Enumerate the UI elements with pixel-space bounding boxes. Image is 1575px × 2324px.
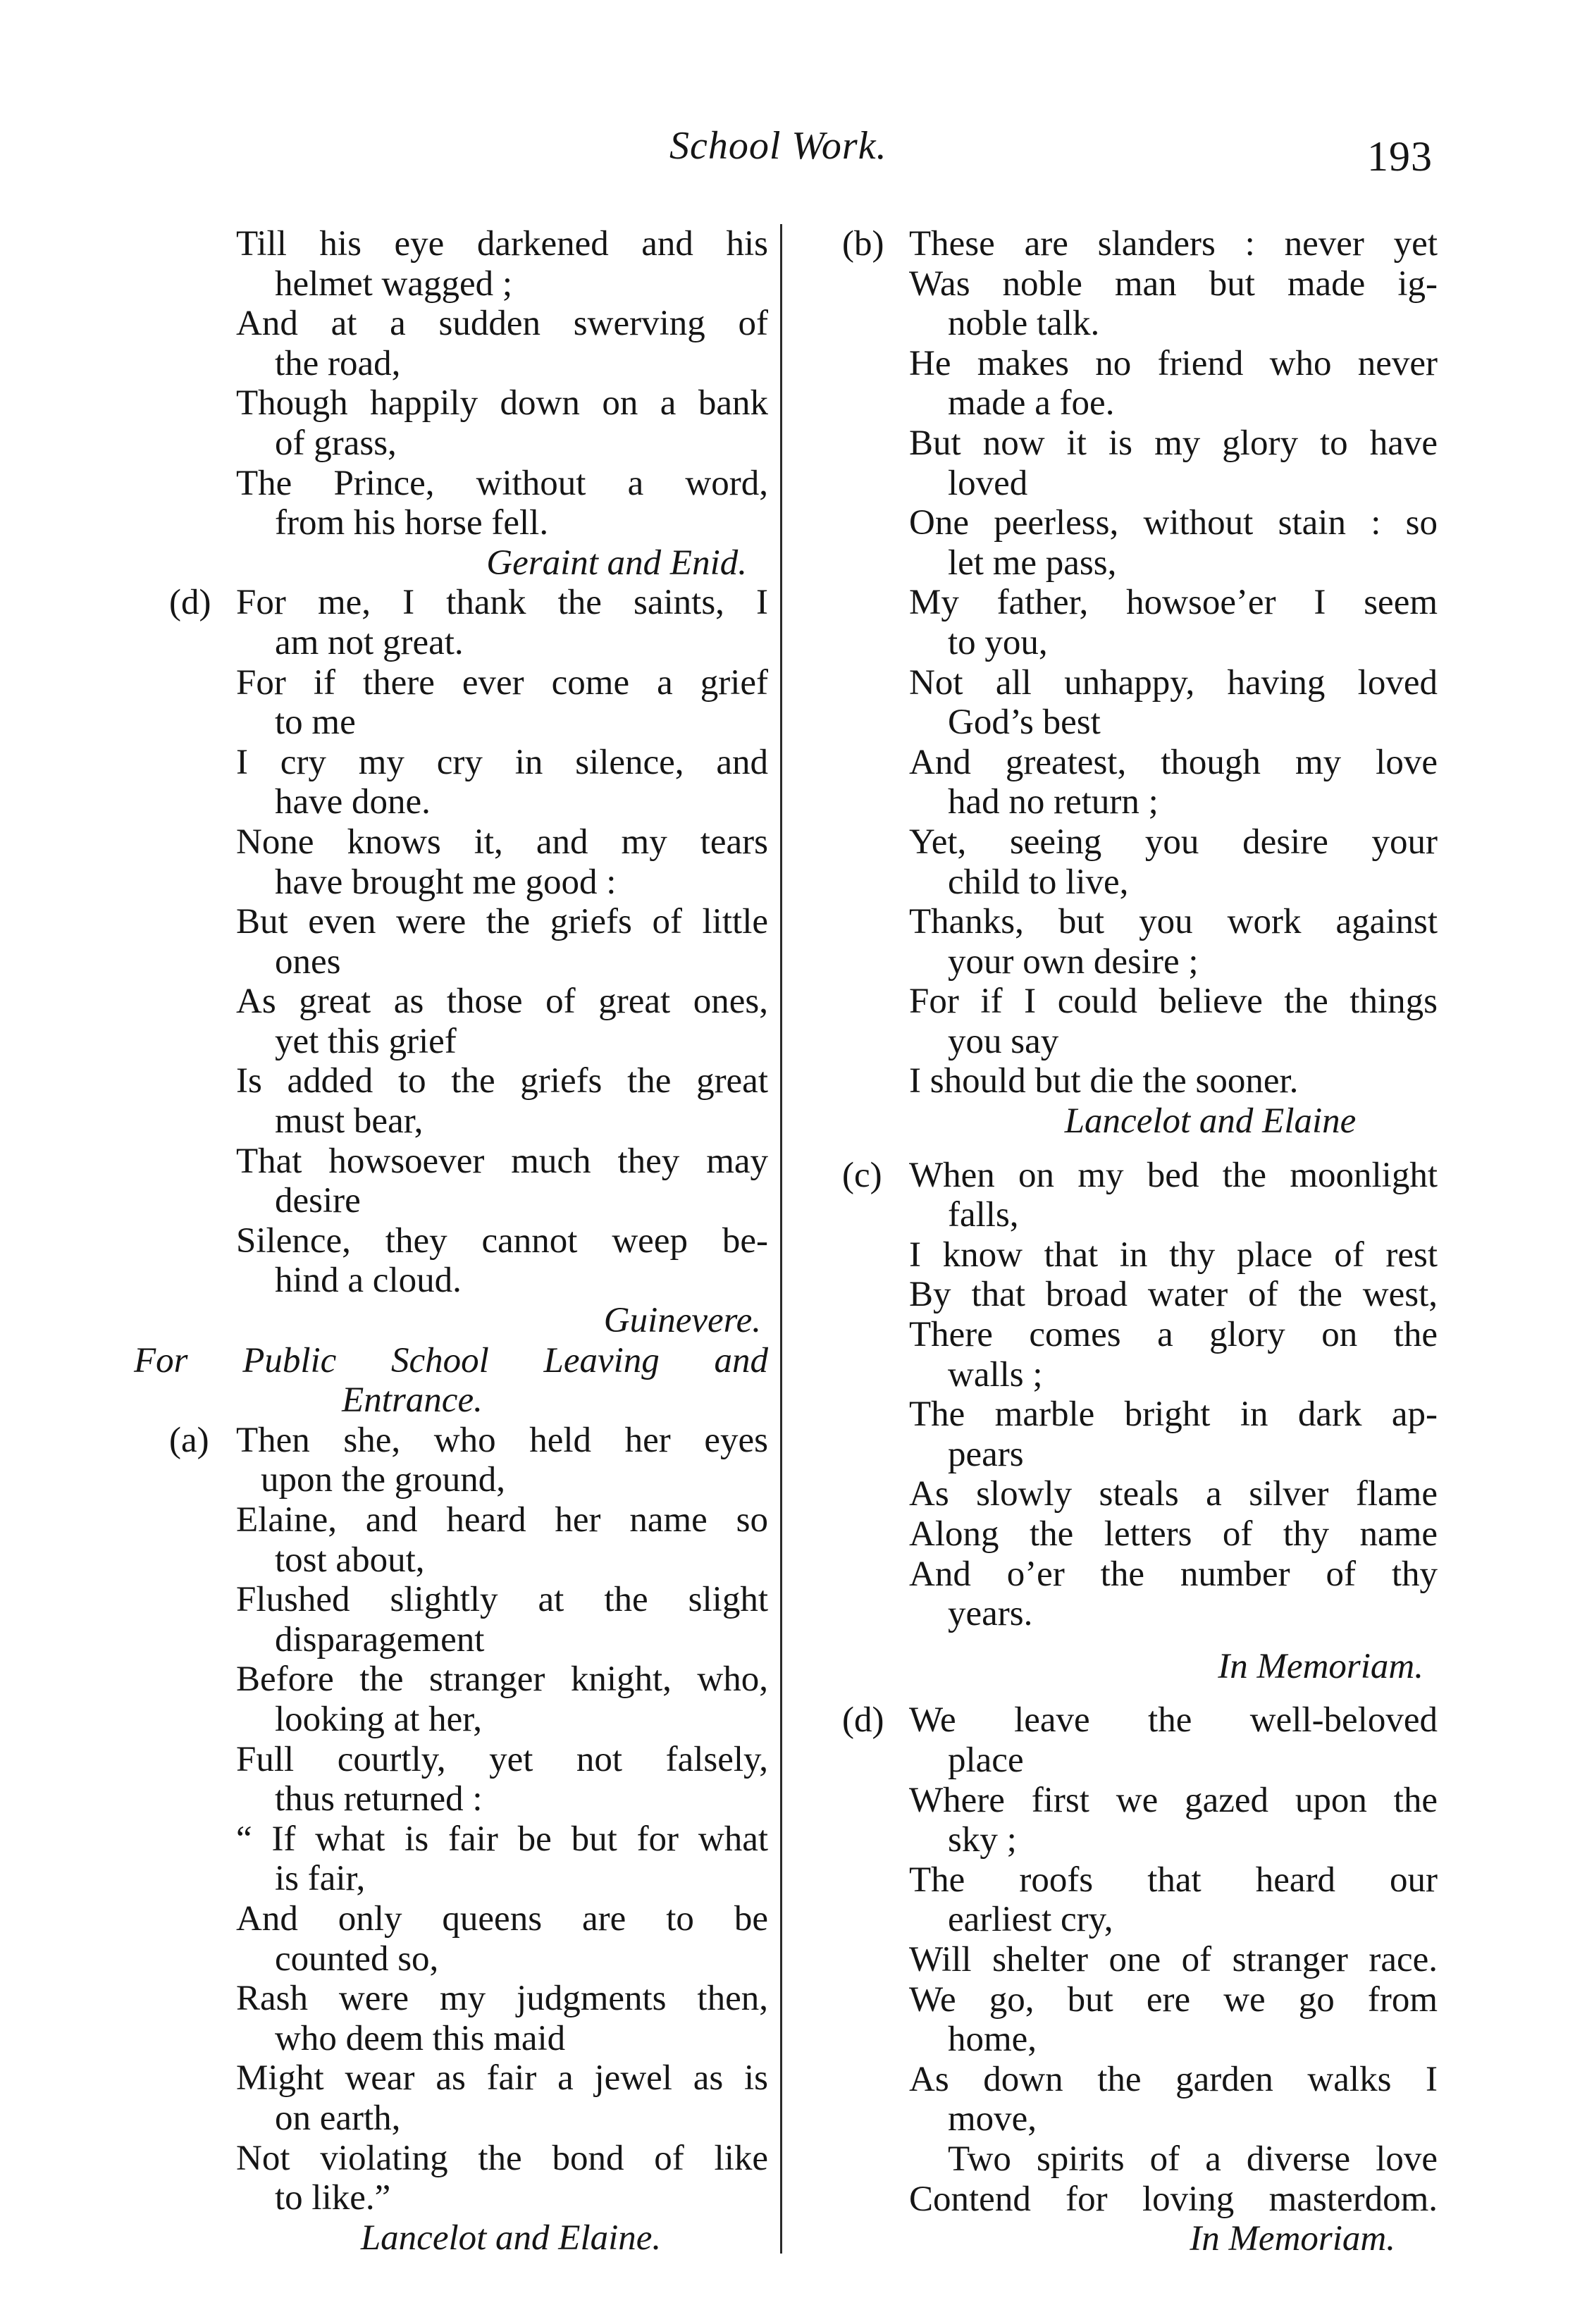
verse-line: But even were the griefs of little bbox=[236, 902, 768, 942]
verse-line: Full courtly, yet not falsely, bbox=[236, 1739, 768, 1779]
attribution: Lancelot and Elaine. bbox=[360, 2218, 662, 2258]
verse-line: sky ; bbox=[948, 1820, 1017, 1860]
verse-line: is fair, bbox=[275, 1859, 366, 1899]
verse-line: place bbox=[948, 1740, 1024, 1780]
verse-line: noble talk. bbox=[948, 304, 1100, 344]
verse-line: Flushed slightly at the slight bbox=[236, 1580, 768, 1620]
passage-a bbox=[169, 1421, 768, 2258]
verse-line: years. bbox=[948, 1594, 1033, 1634]
verse-line: to me bbox=[275, 703, 356, 743]
verse-line: But now it is my glory to have bbox=[909, 423, 1438, 463]
verse-line: As down the garden walks I bbox=[909, 2059, 1438, 2099]
verse-line: hind a cloud. bbox=[275, 1261, 462, 1301]
verse-line: I know that in thy place of rest bbox=[909, 1235, 1438, 1275]
verse-line: Then she, who held her eyes bbox=[236, 1420, 768, 1460]
verse-line: made a foe. bbox=[948, 383, 1115, 424]
verse-line: your own desire ; bbox=[948, 941, 1199, 982]
verse-line: I should but die the sooner. bbox=[909, 1061, 1299, 1101]
verse-line: pears bbox=[948, 1434, 1024, 1474]
attribution: Geraint and Enid. bbox=[486, 543, 747, 583]
verse-line: And o’er the number of thy bbox=[909, 1554, 1438, 1594]
section-heading-line: Entrance. bbox=[342, 1380, 483, 1421]
verse-line: tost about, bbox=[275, 1540, 425, 1580]
verse-line: And at a sudden swerving of bbox=[236, 304, 768, 344]
verse-line: thus returned : bbox=[275, 1779, 483, 1819]
verse-line: As slowly steals a silver flame bbox=[909, 1474, 1438, 1514]
verse-line: desire bbox=[275, 1181, 361, 1221]
verse-line: Not violating the bond of like bbox=[236, 2138, 768, 2178]
verse-line: falls, bbox=[948, 1195, 1019, 1235]
verse-line: By that broad water of the west, bbox=[909, 1275, 1438, 1315]
page-number: 193 bbox=[1367, 133, 1433, 180]
running-header: School Work. bbox=[669, 124, 887, 168]
passage-b bbox=[842, 224, 1438, 1142]
verse-line: counted so, bbox=[275, 1939, 439, 1979]
section-heading bbox=[134, 1340, 768, 1421]
verse-line: move, bbox=[948, 2099, 1037, 2139]
verse-line: Thanks, but you work against bbox=[909, 902, 1438, 942]
verse-line: Two spirits of a diverse love bbox=[948, 2139, 1438, 2179]
verse-line: of grass, bbox=[275, 423, 397, 463]
verse-line: ones bbox=[275, 941, 341, 982]
verse-line: These are slanders : never yet bbox=[909, 224, 1438, 264]
verse-line: One peerless, without stain : so bbox=[909, 503, 1438, 543]
verse-line: upon the ground, bbox=[261, 1460, 506, 1500]
passage-label: (d) bbox=[842, 1700, 884, 1741]
verse-line: yet this grief bbox=[275, 1021, 457, 1061]
verse-line: That howsoever much they may bbox=[236, 1141, 768, 1181]
passage-d-left bbox=[169, 583, 768, 1340]
verse-line: who deem this maid bbox=[275, 2018, 566, 2058]
verse-line: have done. bbox=[275, 782, 431, 822]
verse-line: you say bbox=[948, 1021, 1059, 1061]
verse-line: He makes no friend who never bbox=[909, 343, 1438, 383]
left-column bbox=[134, 224, 768, 2258]
passage-label: (a) bbox=[169, 1420, 209, 1460]
verse-line: I cry my cry in silence, and bbox=[236, 742, 768, 782]
passage-c-continued bbox=[169, 224, 768, 583]
verse-line: As great as those of great ones, bbox=[236, 982, 768, 1022]
verse-line: had no return ; bbox=[948, 782, 1159, 822]
verse-line: am not great. bbox=[275, 622, 464, 662]
passage-label: (b) bbox=[842, 224, 884, 264]
verse-line: When on my bed the moonlight bbox=[909, 1155, 1438, 1195]
section-heading-line: For Public School Leaving and bbox=[134, 1340, 768, 1380]
passage-d-right bbox=[842, 1700, 1438, 2258]
right-column bbox=[842, 224, 1438, 2259]
verse-line: helmet wagged ; bbox=[275, 264, 513, 304]
verse-line: We go, but ere we go from bbox=[909, 1979, 1438, 2020]
verse-line: Along the letters of thy name bbox=[909, 1514, 1438, 1554]
verse-line: the road, bbox=[275, 343, 401, 383]
verse-line: to like.” bbox=[275, 2178, 391, 2218]
verse-line: Till his eye darkened and his bbox=[236, 224, 768, 264]
verse-line: And greatest, though my love bbox=[909, 742, 1438, 782]
verse-line: must bear, bbox=[275, 1101, 424, 1142]
verse-line: We leave the well-beloved bbox=[909, 1700, 1438, 1741]
verse-line: Before the stranger knight, who, bbox=[236, 1659, 768, 1700]
verse-line: let me pass, bbox=[948, 543, 1117, 583]
verse-line: None knows it, and my tears bbox=[236, 822, 768, 862]
verse-line: Elaine, and heard her name so bbox=[236, 1500, 768, 1540]
attribution: In Memoriam. bbox=[1190, 2219, 1395, 2259]
verse-line: have brought me good : bbox=[275, 862, 617, 902]
verse-line: from his horse fell. bbox=[275, 503, 549, 543]
verse-line: Silence, they cannot weep be- bbox=[236, 1220, 768, 1261]
passage-label: (d) bbox=[169, 583, 211, 623]
verse-line: The Prince, without a word, bbox=[236, 463, 768, 503]
verse-line: disparagement bbox=[275, 1619, 485, 1659]
passage-c bbox=[842, 1156, 1438, 1687]
attribution: In Memoriam. bbox=[1218, 1646, 1423, 1686]
passage-label: (c) bbox=[842, 1155, 882, 1195]
verse-line: Not all unhappy, having loved bbox=[909, 662, 1438, 703]
verse-line: Will shelter one of stranger race. bbox=[909, 1939, 1438, 1979]
verse-line: Yet, seeing you desire your bbox=[909, 822, 1438, 862]
verse-line: Rash were my judgments then, bbox=[236, 1979, 768, 2019]
verse-line: Might wear as fair a jewel as is bbox=[236, 2058, 768, 2099]
verse-line: The roofs that heard our bbox=[909, 1860, 1438, 1900]
verse-line: loved bbox=[948, 463, 1028, 503]
verse-line: Where first we gazed upon the bbox=[909, 1780, 1438, 1820]
verse-line: For me, I thank the saints, I bbox=[236, 583, 768, 623]
verse-line: For if there ever come a grief bbox=[236, 662, 768, 703]
verse-line: child to live, bbox=[948, 862, 1129, 902]
verse-line: walls ; bbox=[948, 1354, 1043, 1395]
attribution: Lancelot and Elaine bbox=[1064, 1101, 1357, 1142]
verse-line: There comes a glory on the bbox=[909, 1315, 1438, 1355]
verse-line: “ If what is fair be but for what bbox=[236, 1819, 768, 1859]
verse-line: looking at her, bbox=[275, 1699, 482, 1739]
verse-line: And only queens are to be bbox=[236, 1898, 768, 1939]
verse-line: Is added to the griefs the great bbox=[236, 1061, 768, 1101]
verse-line: For if I could believe the things bbox=[909, 982, 1438, 1022]
verse-line: to you, bbox=[948, 622, 1048, 662]
verse-line: The marble bright in dark ap- bbox=[909, 1395, 1438, 1435]
verse-line: Was noble man but made ig- bbox=[909, 264, 1438, 304]
verse-line: earliest cry, bbox=[948, 1900, 1113, 1940]
verse-line: Though happily down on a bank bbox=[236, 383, 768, 424]
verse-line: on earth, bbox=[275, 2098, 401, 2138]
verse-line: My father, howsoe’er I seem bbox=[909, 583, 1438, 623]
attribution: Guinevere. bbox=[603, 1301, 761, 1341]
column-rule bbox=[780, 224, 782, 2254]
verse-line: home, bbox=[948, 2020, 1037, 2060]
verse-line: Contend for loving masterdom. bbox=[909, 2179, 1438, 2219]
verse-line: God’s best bbox=[948, 703, 1101, 743]
